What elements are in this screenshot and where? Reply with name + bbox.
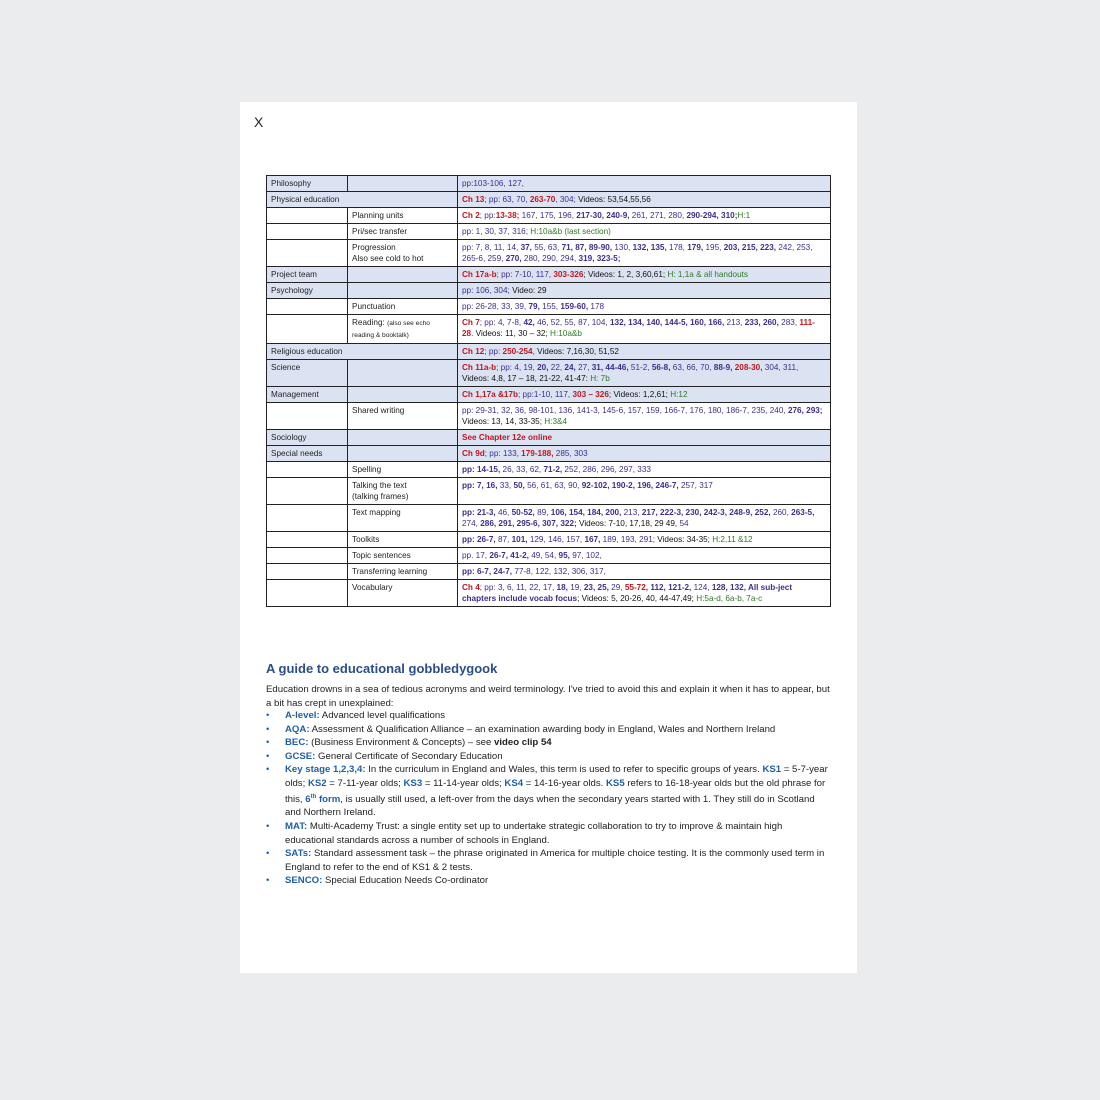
- index-subtopic: [348, 176, 458, 192]
- reference-segment: 167, 175, 196,: [519, 211, 577, 220]
- index-subtopic: [348, 267, 458, 283]
- index-topic: [267, 505, 348, 532]
- reference-segment: Ch 7: [462, 318, 480, 327]
- reference-segment: 92-102, 190-2, 196, 246-7,: [581, 481, 679, 490]
- index-row: [267, 387, 831, 403]
- index-subtopic: [348, 283, 458, 299]
- index-row: [267, 240, 831, 267]
- index-topic: Philosophy: [267, 176, 348, 192]
- reference-segment: 285, 303: [553, 449, 588, 458]
- index-row: [267, 505, 831, 532]
- index-row: [267, 462, 831, 478]
- bullet-icon: •: [266, 764, 270, 776]
- index-topic: Special needs: [267, 446, 348, 462]
- document-page: [240, 102, 857, 973]
- index-references: [458, 315, 831, 344]
- index-topic: [267, 224, 348, 240]
- reference-segment: 242, 253, 265-6, 259,: [462, 243, 813, 263]
- index-references: [458, 478, 831, 505]
- reference-segment: 263-70: [529, 195, 556, 204]
- index-topic: [267, 315, 348, 344]
- reference-segment: pp: 26-28, 33, 39,: [462, 302, 529, 311]
- reference-segment: Ch 4: [462, 583, 480, 592]
- reference-segment: 87,: [495, 535, 512, 544]
- reference-segment: Videos: 4,8, 17 – 18, 21-22, 41-47:: [462, 374, 591, 383]
- glossary-term: KS4: [504, 777, 524, 789]
- bullet-icon: •: [266, 875, 270, 887]
- index-topic: [267, 462, 348, 478]
- reference-segment: 303-326: [553, 270, 584, 279]
- reference-segment: pp: 7, 16,: [462, 481, 498, 490]
- index-references: [458, 548, 831, 564]
- reference-segment: H:12: [670, 390, 688, 399]
- reference-segment: 286, 291, 295-6, 307, 322;: [480, 519, 577, 528]
- index-topic: [267, 532, 348, 548]
- index-references: [458, 176, 831, 192]
- reference-segment: 132, 135,: [632, 243, 667, 252]
- glossary-term: form: [316, 793, 341, 805]
- reference-segment: Ch 17a-b: [462, 270, 497, 279]
- reference-segment: 276, 293;: [787, 406, 823, 415]
- reference-segment: 101,: [511, 535, 528, 544]
- reference-segment: 56, 61, 63, 90,: [524, 481, 582, 490]
- index-references: [458, 283, 831, 299]
- reference-segment: 77-8, 122, 132, 306, 317,: [512, 567, 606, 576]
- reference-segment: ; pp: 3, 6, 11, 22, 17,: [479, 583, 557, 592]
- index-subtopic: [348, 430, 458, 446]
- glossary-text: Special Education Needs Co-ordinator: [322, 875, 489, 887]
- reference-segment: H:10a&b: [550, 329, 582, 338]
- index-subtopic: Planning units: [348, 208, 458, 224]
- reference-segment: 179,: [687, 243, 704, 252]
- reference-segment: ; Videos: 5, 20-26, 40, 44-47,49;: [577, 594, 697, 603]
- reference-segment: 95,: [558, 551, 570, 560]
- guide-intro: Education drowns in a sea of tedious acronyms and weird terminology. I've tried to avoid this and explain it when it has to appear, but a bit has crept in unexplained:: [266, 684, 830, 709]
- glossary-term: SENCO:: [285, 875, 323, 887]
- reference-segment: H:2,11 &12: [712, 535, 753, 544]
- reference-segment: See Chapter 12e online: [462, 433, 553, 442]
- glossary-text: refers to 16-18-year olds but the old phrase for this,: [285, 777, 826, 805]
- glossary-item: [266, 723, 832, 737]
- index-row: [267, 478, 831, 505]
- glossary-text: (Business Environment & Concepts) – see: [308, 737, 495, 749]
- glossary-text: th: [310, 793, 317, 800]
- reference-segment: Videos: 11, 30 – 32;: [475, 329, 551, 338]
- reference-segment: 319, 323-5;: [578, 254, 621, 263]
- reference-segment: pp: 1, 30, 37, 316;: [462, 227, 531, 236]
- glossary-term: KS1: [762, 764, 782, 776]
- reference-segment: 46, 52, 55, 87, 104,: [534, 318, 610, 327]
- index-references: [458, 344, 831, 360]
- reference-segment: ; Videos: 1,2,61;: [608, 390, 671, 399]
- reference-segment: 178: [588, 302, 605, 311]
- reference-segment: 290-294, 310;: [686, 211, 738, 220]
- reference-segment: Videos: 7,16,30, 51,52: [537, 347, 619, 356]
- reference-segment: Ch 11a-b: [462, 363, 497, 372]
- index-subtopic: Spelling: [348, 462, 458, 478]
- glossary-item: [266, 763, 832, 820]
- reference-segment: 280, 290, 294,: [521, 254, 579, 263]
- index-row: [267, 360, 831, 387]
- reference-segment: 159-60,: [560, 302, 589, 311]
- reference-segment: 23, 25,: [583, 583, 609, 592]
- reference-segment: pp: 14-15,: [462, 465, 501, 474]
- reference-segment: pp. 17,: [462, 551, 490, 560]
- bullet-icon: •: [266, 750, 270, 762]
- reference-segment: 252, 286, 296, 297, 333: [562, 465, 651, 474]
- glossary-term: MAT:: [285, 820, 308, 832]
- reference-segment: ; pp:: [479, 211, 496, 220]
- reference-segment: 203, 215, 223,: [723, 243, 777, 252]
- index-references: [458, 430, 831, 446]
- reference-segment: ; pp:1-10, 117,: [517, 390, 573, 399]
- glossary-item: [266, 847, 832, 874]
- index-row: [267, 446, 831, 462]
- reference-segment: 31, 44-46,: [591, 363, 629, 372]
- index-topic: [267, 478, 348, 505]
- reference-segment: ; Videos: 1, 2, 3,60,61;: [583, 270, 668, 279]
- index-row: [267, 283, 831, 299]
- index-references: [458, 208, 831, 224]
- index-subtopic: [348, 360, 458, 387]
- index-subtopic: [348, 446, 458, 462]
- index-references: [458, 360, 831, 387]
- reference-segment: 283,: [778, 318, 800, 327]
- reference-segment: 112, 121-2,: [650, 583, 692, 592]
- index-row: [267, 580, 831, 607]
- glossary-text: Standard assessment task – the phrase originated in America for multiple choice testing. It is the commonly used term in England to refer to the end of KS1 & 2 tests.: [285, 848, 825, 873]
- index-subtopic: Vocabulary: [348, 580, 458, 607]
- index-topic: [267, 240, 348, 267]
- reference-segment: 213,: [724, 318, 745, 327]
- reference-segment: 56-8,: [651, 363, 671, 372]
- index-topic: [267, 580, 348, 607]
- reference-segment: 128, 132, All sub-ject chapters include vocab focus: [462, 583, 793, 603]
- reference-segment: 79,: [528, 302, 540, 311]
- glossary-list: [266, 709, 832, 888]
- index-references: [458, 299, 831, 315]
- reference-segment: 233, 260,: [744, 318, 779, 327]
- reference-segment: ; pp: 4, 7-8,: [479, 318, 524, 327]
- reference-segment: Ch 12: [462, 347, 485, 356]
- index-topic: Science: [267, 360, 348, 387]
- index-references: [458, 192, 831, 208]
- reference-segment: 260,: [770, 508, 792, 517]
- index-topic: Project team: [267, 267, 348, 283]
- glossary-text: = 7-11-year olds;: [326, 777, 404, 789]
- reference-segment: 54: [679, 519, 689, 528]
- index-row: [267, 564, 831, 580]
- reference-segment: 19,: [567, 583, 584, 592]
- reference-segment: pp: 7, 8, 11, 14,: [462, 243, 521, 252]
- reference-segment: H:10a&b (last section): [530, 227, 611, 236]
- reference-segment: 26-7, 41-2,: [489, 551, 529, 560]
- glossary-term: KS5: [606, 777, 625, 789]
- reference-segment: 130,: [612, 243, 633, 252]
- glossary-term: KS3: [403, 777, 423, 789]
- reference-segment: pp:103-106, 127,: [462, 179, 524, 188]
- index-subtopic: Reading: (also see echo reading & booktalk): [348, 315, 458, 344]
- reference-segment: 178,: [666, 243, 688, 252]
- glossary-item: [266, 820, 832, 847]
- reference-segment: 89,: [534, 508, 551, 517]
- reference-segment: 217, 222-3, 230, 242-3, 248-9, 252,: [641, 508, 771, 517]
- index-row: [267, 344, 831, 360]
- glossary-term: GCSE:: [285, 750, 316, 762]
- reference-segment: ; pp:: [484, 347, 503, 356]
- reference-segment: 250-254: [502, 347, 533, 356]
- glossary-term: 6: [305, 793, 311, 805]
- index-subtopic: Transferring learning: [348, 564, 458, 580]
- reference-segment: 129, 146, 157,: [527, 535, 585, 544]
- reference-segment: , 304;: [555, 195, 579, 204]
- index-references: [458, 240, 831, 267]
- index-row: [267, 192, 831, 208]
- reference-segment: 50,: [513, 481, 525, 490]
- reference-segment: 257, 317: [678, 481, 713, 490]
- reference-segment: 124,: [691, 583, 712, 592]
- reference-segment: pp: 26-7,: [462, 535, 496, 544]
- glossary-term: SATs:: [285, 848, 312, 860]
- bullet-icon: •: [266, 737, 270, 749]
- bullet-icon: •: [266, 723, 270, 735]
- reference-segment: 50-52,: [511, 508, 535, 517]
- reference-segment: ; pp: 7-10, 117,: [496, 270, 554, 279]
- index-row: [267, 315, 831, 344]
- reference-segment: H:3&4: [544, 417, 568, 426]
- reference-segment: 88-9,: [713, 363, 733, 372]
- index-row: [267, 403, 831, 430]
- index-subtopic: Punctuation: [348, 299, 458, 315]
- reference-segment: ; pp: 63, 70,: [484, 195, 530, 204]
- glossary-text: General Certificate of Secondary Education: [315, 750, 503, 762]
- index-references: [458, 532, 831, 548]
- reference-segment: 217-30, 240-9,: [576, 211, 630, 220]
- reference-segment: 189, 193, 291;: [600, 535, 658, 544]
- reference-segment: Ch 2: [462, 211, 480, 220]
- reference-segment: Videos: 7-10, 17,18, 29 49,: [576, 519, 680, 528]
- reference-segment: 132, 134, 140, 144-5, 160, 166,: [609, 318, 725, 327]
- reference-segment: H: 7b: [590, 374, 610, 383]
- glossary-text: = 5-7-year olds;: [285, 764, 828, 789]
- index-references: [458, 580, 831, 607]
- index-topic: Physical education: [267, 192, 458, 208]
- glossary-term: KS2: [307, 777, 327, 789]
- reference-segment: 167,: [584, 535, 601, 544]
- reference-segment: 261, 271, 280,: [629, 211, 687, 220]
- index-row: [267, 176, 831, 192]
- glossary-text: = 14-16-year olds.: [523, 777, 606, 789]
- reference-segment: 46,: [495, 508, 512, 517]
- index-subtopic-note: (also see echo reading & booktalk): [352, 320, 430, 339]
- reference-segment: 213,: [621, 508, 642, 517]
- index-references: [458, 403, 831, 430]
- index-topic: [267, 548, 348, 564]
- glossary-item: [266, 750, 832, 764]
- reference-segment: pp: 29-31, 32, 36, 98-101, 136, 141-3, 145-6, 157, 159, 166-7, 176, 180, 186-7, 235, 240,: [462, 406, 788, 415]
- reference-segment: 29,: [608, 583, 625, 592]
- reference-segment: 55, 63,: [531, 243, 562, 252]
- reference-segment: Videos: 53,54,55,56: [578, 195, 651, 204]
- reference-segment: Videos: 13, 14, 33-35;: [462, 417, 545, 426]
- bullet-icon: •: [266, 848, 270, 860]
- reference-segment: 37,: [520, 243, 532, 252]
- index-topic: [267, 299, 348, 315]
- reference-segment: Videos: 34-35;: [657, 535, 713, 544]
- index-topic: Sociology: [267, 430, 348, 446]
- index-subtopic: [348, 387, 458, 403]
- reference-segment: 303 – 326: [572, 390, 609, 399]
- glossary-term: A-level:: [285, 710, 320, 721]
- index-topic: [267, 208, 348, 224]
- reference-segment: 26, 33, 62,: [500, 465, 544, 474]
- reference-segment: 179-188,: [521, 449, 554, 458]
- reference-segment: pp: 21-3,: [462, 508, 496, 517]
- reference-segment: 18,: [556, 583, 568, 592]
- index-subtopic: Toolkits: [348, 532, 458, 548]
- reference-segment: 49, 54,: [528, 551, 559, 560]
- reference-segment: 270,: [505, 254, 522, 263]
- reference-segment: 13-38;: [495, 211, 520, 220]
- reference-segment: Video: 29: [512, 286, 547, 295]
- index-references: [458, 446, 831, 462]
- index-row: [267, 267, 831, 283]
- reference-segment: 22,: [548, 363, 565, 372]
- index-topic: Management: [267, 387, 348, 403]
- reference-segment: .: [471, 329, 476, 338]
- reference-segment: 24,: [564, 363, 576, 372]
- index-row: [267, 532, 831, 548]
- index-references: [458, 462, 831, 478]
- reference-segment: 51-2,: [628, 363, 652, 372]
- glossary-text: Advanced level qualifications: [319, 710, 445, 721]
- glossary-term: AQA:: [285, 723, 310, 735]
- index-row: [267, 548, 831, 564]
- index-row: [267, 208, 831, 224]
- index-subtopic: Topic sentences: [348, 548, 458, 564]
- reference-segment: 71, 87, 89-90,: [561, 243, 613, 252]
- index-subtopic: Shared writing: [348, 403, 458, 430]
- reference-segment: Ch 9d: [462, 449, 485, 458]
- index-topic: [267, 564, 348, 580]
- reference-segment: pp: 106, 304;: [462, 286, 513, 295]
- reference-segment: pp: 6-7, 24-7,: [462, 567, 513, 576]
- index-topic: Psychology: [267, 283, 348, 299]
- reference-segment: H:1: [737, 211, 751, 220]
- corner-mark: X: [254, 114, 264, 130]
- index-references: [458, 224, 831, 240]
- index-references: [458, 387, 831, 403]
- glossary-text: Multi-Academy Trust: a single entity set up to undertake strategic collaboration to try to improve & maintain high educational standards across a number of schools in England.: [285, 820, 783, 846]
- index-subtopic: Progression Also see cold to hot: [348, 240, 458, 267]
- glossary-text: In the curriculum in England and Wales, this term is used to refer to specific groups of years.: [365, 764, 763, 776]
- glossary-text: Assessment & Qualification Alliance – an examination awarding body in England, Wales and Northern Ireland: [309, 723, 776, 735]
- index-table: [266, 175, 831, 607]
- reference-segment: 111-28: [462, 318, 815, 338]
- reference-segment: 63, 66, 70,: [670, 363, 714, 372]
- glossary-item: [266, 709, 832, 723]
- index-row: [267, 224, 831, 240]
- reference-segment: Ch 1,17a &17b: [462, 390, 518, 399]
- reference-segment: H: 1,1a & all handouts: [667, 270, 749, 279]
- reference-segment: ; pp: 4, 19,: [496, 363, 538, 372]
- reference-segment: ; pp: 133,: [484, 449, 522, 458]
- reference-segment: Ch 13: [462, 195, 485, 204]
- index-references: [458, 267, 831, 283]
- glossary-term: Key stage 1,2,3,4:: [285, 764, 366, 776]
- reference-segment: ,: [532, 347, 538, 356]
- index-subtopic: Talking the text (talking frames): [348, 478, 458, 505]
- index-references: [458, 564, 831, 580]
- reference-segment: 55-72,: [624, 583, 649, 592]
- glossary-item: [266, 874, 832, 888]
- glossary-text: video clip 54: [494, 737, 552, 749]
- reference-segment: 33,: [497, 481, 514, 490]
- reference-segment: 208-30,: [734, 363, 763, 372]
- glossary-text: = 11-14-year olds;: [422, 777, 505, 789]
- index-topic: [267, 403, 348, 430]
- index-subtopic: Text mapping: [348, 505, 458, 532]
- reference-segment: 27,: [575, 363, 592, 372]
- bullet-icon: •: [266, 820, 270, 832]
- reference-segment: 263-5,: [791, 508, 815, 517]
- glossary-term: BEC:: [285, 737, 309, 749]
- reference-segment: 195,: [703, 243, 724, 252]
- glossary-item: [266, 736, 832, 750]
- reference-segment: 304, 311,: [762, 363, 799, 372]
- index-row: [267, 299, 831, 315]
- index-row: [267, 430, 831, 446]
- guide-title: A guide to educational gobbledygook: [266, 661, 498, 676]
- reference-segment: 20,: [537, 363, 549, 372]
- reference-segment: 106, 154, 184, 200,: [550, 508, 622, 517]
- reference-segment: 274,: [462, 519, 481, 528]
- reference-segment: 42,: [523, 318, 535, 327]
- reference-segment: 155,: [539, 302, 561, 311]
- index-references: [458, 505, 831, 532]
- reference-segment: 71-2,: [543, 465, 563, 474]
- index-topic: Religious education: [267, 344, 458, 360]
- reference-segment: 97, 102,: [569, 551, 602, 560]
- bullet-icon: •: [266, 710, 270, 721]
- glossary-text: , is usually still used, a left-over from the days when the secondary years started with 1. They still do in Scotland and Northern Ireland.: [285, 793, 815, 819]
- index-subtopic: Pri/sec transfer: [348, 224, 458, 240]
- reference-segment: H:5a-d, 6a-b, 7a-c: [696, 594, 763, 603]
